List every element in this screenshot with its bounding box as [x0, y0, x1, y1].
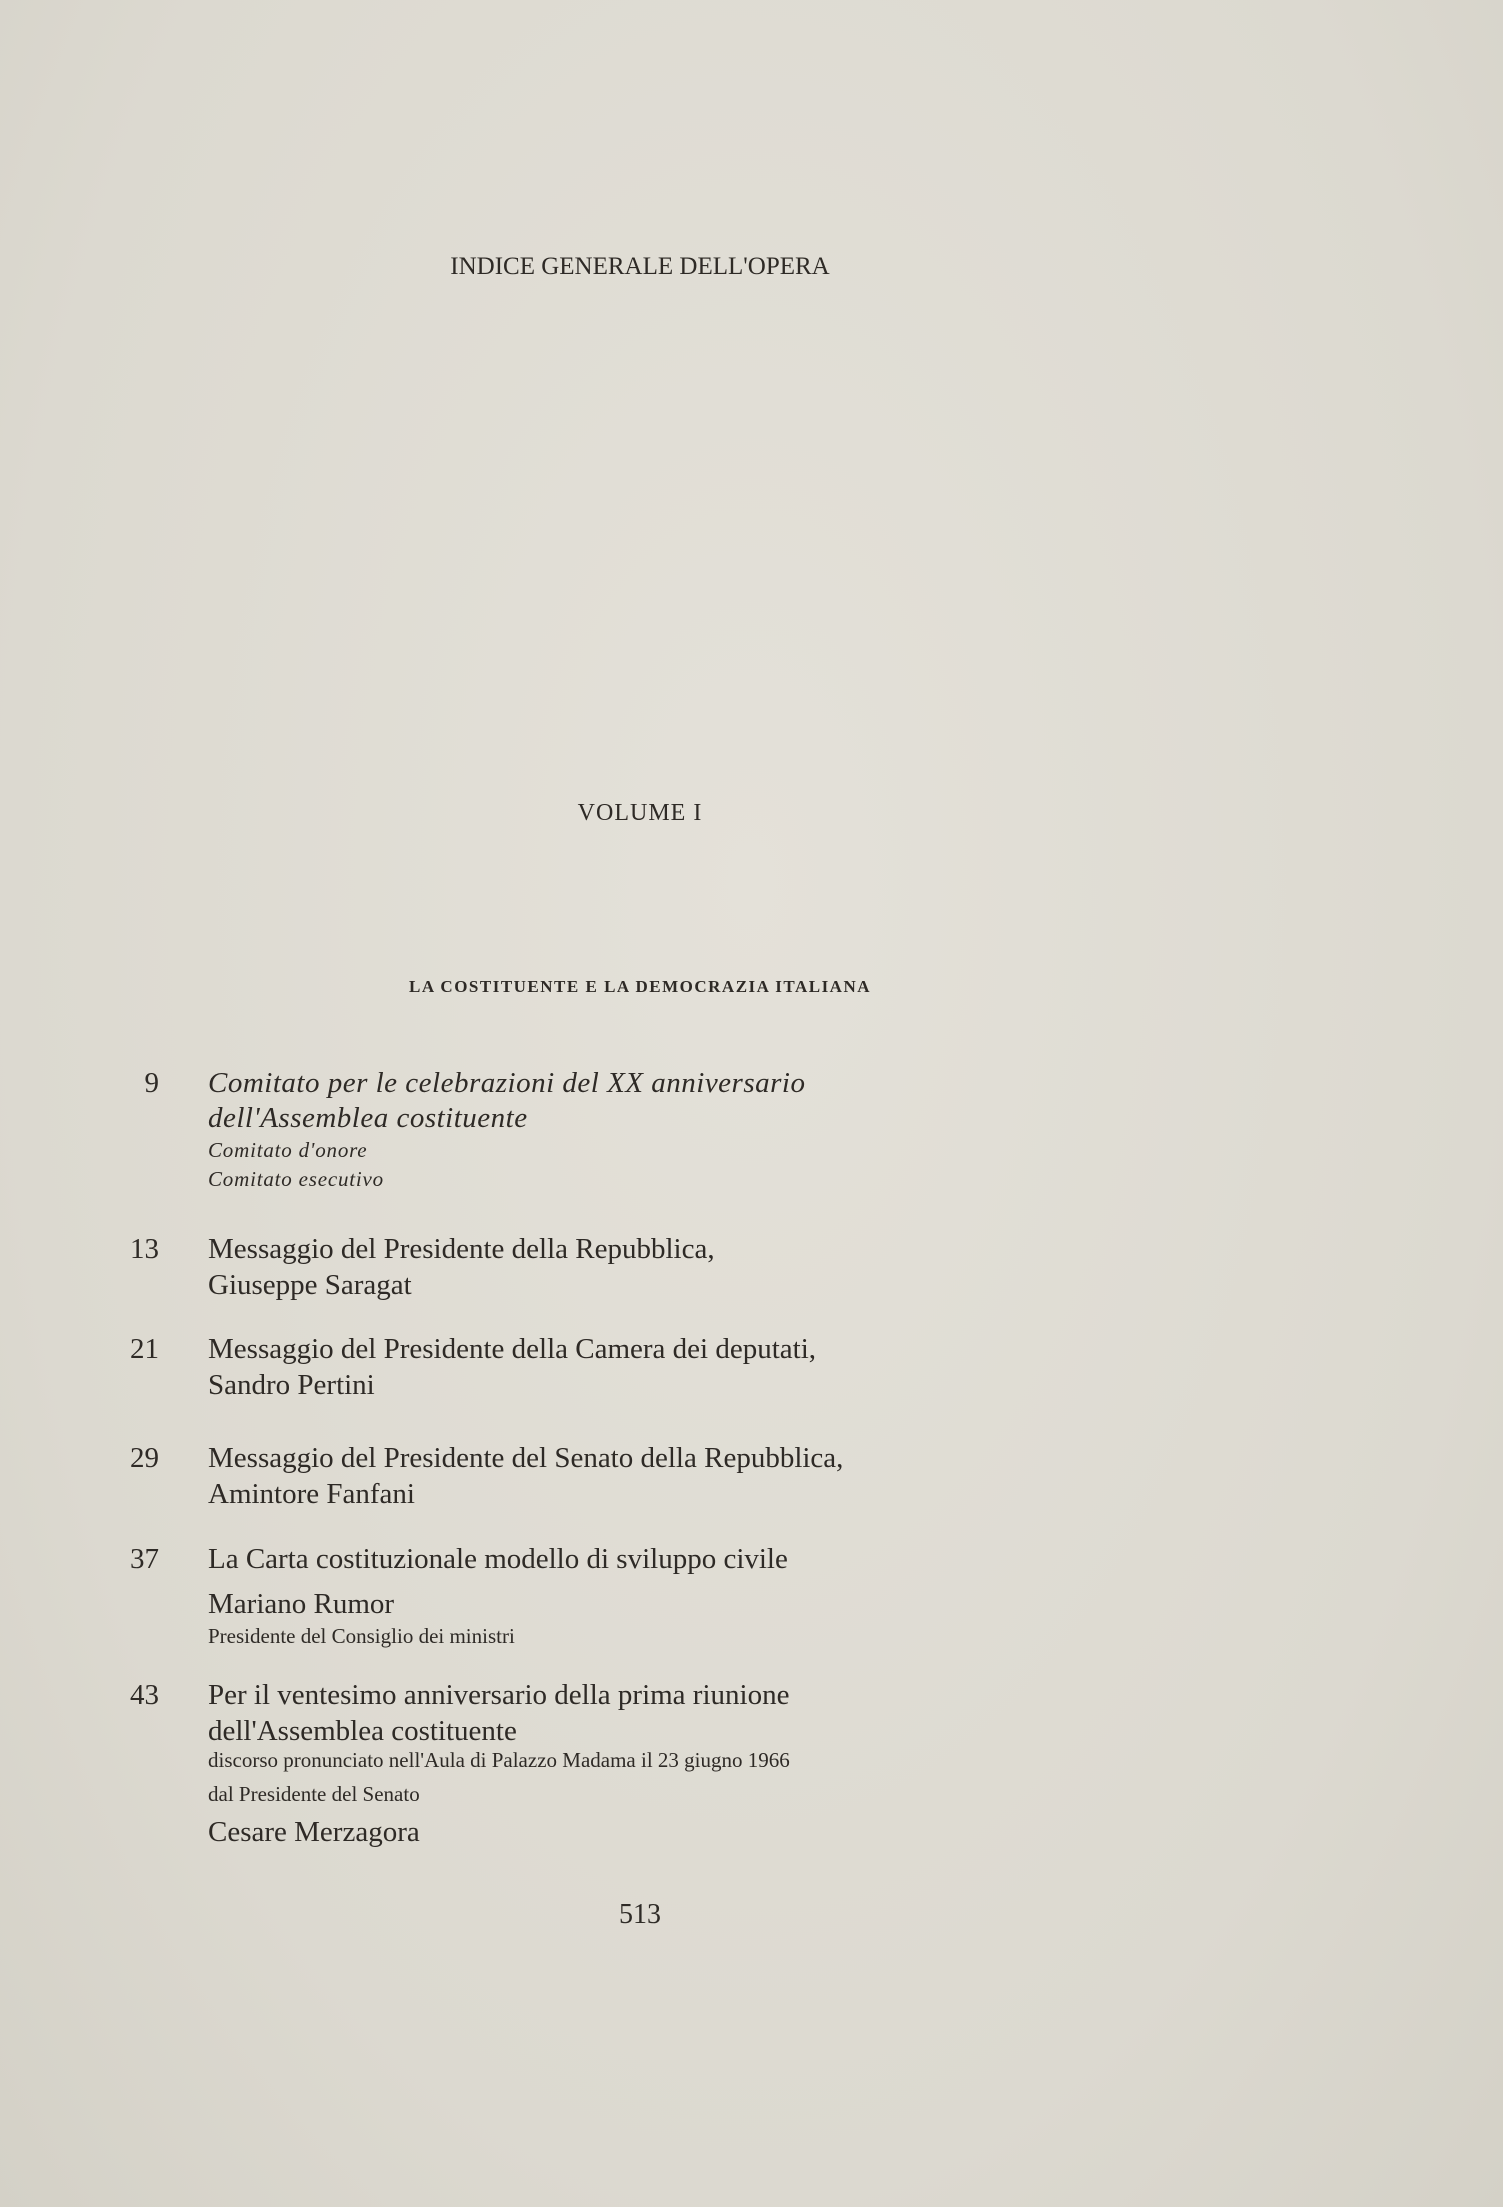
entry-subline: Comitato esecutivo [208, 1167, 384, 1191]
entry-author: Mariano Rumor [208, 1588, 395, 1620]
entry-title-line: dell'Assemblea costituente [208, 1102, 528, 1134]
entry-subline: dal Presidente del Senato [208, 1782, 420, 1806]
entry-title-line: Comitato per le celebrazioni del XX anniversario [208, 1067, 806, 1099]
entry-title-line: Messaggio del Presidente del Senato della Repubblica, [208, 1442, 844, 1474]
entry-page-number: 37 [130, 1543, 159, 1575]
volume-heading: VOLUME I [577, 800, 703, 826]
entry-subline: discorso pronunciato nell'Aula di Palazzo Madama il 23 giugno 1966 [208, 1748, 790, 1772]
entry-subline: Presidente del Consiglio dei ministri [208, 1624, 515, 1648]
entry-title-line: dell'Assemblea costituente [208, 1715, 517, 1747]
entry-author: Sandro Pertini [208, 1369, 375, 1401]
entry-author: Cesare Merzagora [208, 1816, 420, 1848]
entry-author: Giuseppe Saragat [208, 1269, 412, 1301]
entry-title-line: La Carta costituzionale modello di sviluppo civile [208, 1543, 788, 1575]
entry-page-number: 29 [130, 1442, 159, 1474]
entry-title-line: Messaggio del Presidente della Repubblica, [208, 1233, 715, 1265]
entry-page-number: 9 [144, 1067, 159, 1099]
entry-author: Amintore Fanfani [208, 1478, 415, 1510]
entry-subline: Comitato d'onore [208, 1138, 368, 1162]
page-title: INDICE GENERALE DELL'OPERA [450, 253, 830, 280]
entry-page-number: 43 [130, 1679, 159, 1711]
page-number: 513 [619, 1899, 661, 1930]
entry-page-number: 13 [130, 1233, 159, 1265]
entry-title-line: Per il ventesimo anniversario della prima riunione [208, 1679, 790, 1711]
entry-title-line: Messaggio del Presidente della Camera dei deputati, [208, 1333, 817, 1365]
entry-page-number: 21 [130, 1333, 159, 1365]
section-heading: LA COSTITUENTE E LA DEMOCRAZIA ITALIANA [408, 977, 872, 996]
